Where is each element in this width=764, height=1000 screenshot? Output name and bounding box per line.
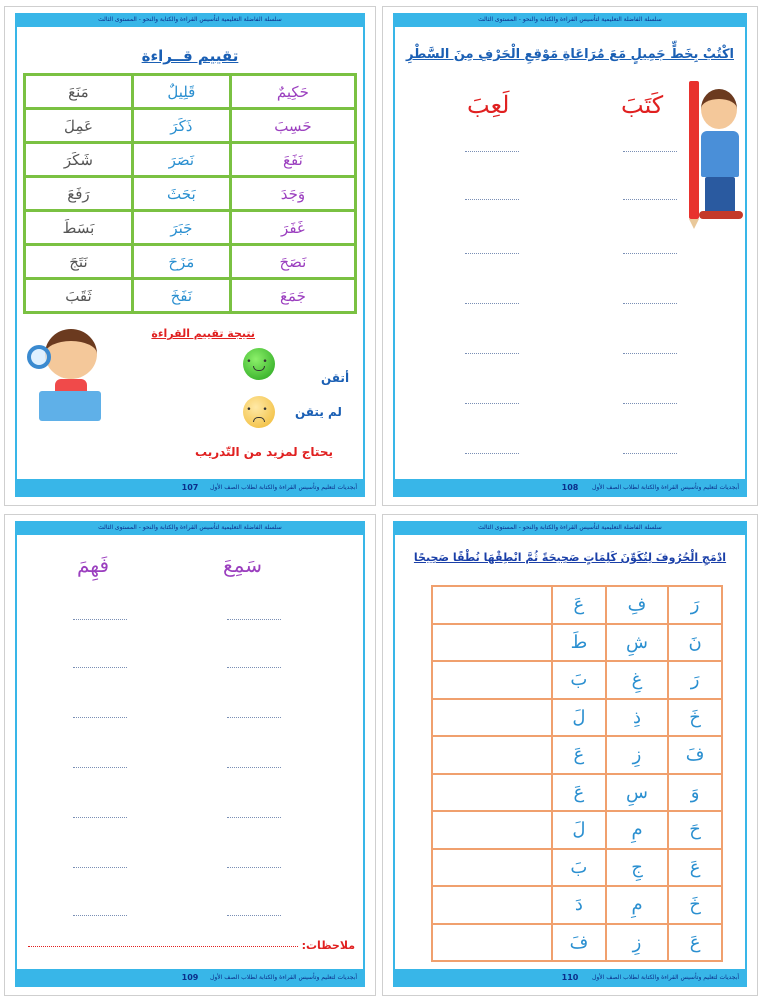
assessment-title: تقييم قــراءة — [141, 47, 239, 65]
table-row — [25, 109, 356, 143]
label-needs-training: يحتاج لمزيد من التّدريب — [195, 445, 333, 459]
answer-cell[interactable] — [432, 886, 552, 924]
letter-cell: شِ — [606, 624, 668, 662]
table-row — [432, 886, 722, 924]
writing-line[interactable] — [465, 253, 519, 254]
table-row — [25, 211, 356, 245]
word-cell: مَزَحَ — [132, 245, 230, 279]
word-cell: رَفَعَ — [25, 177, 133, 211]
writing-line[interactable] — [623, 253, 677, 254]
letter-cell: رَ — [668, 661, 722, 699]
letter-cell: مِ — [606, 811, 668, 849]
page-number: 109 — [181, 973, 199, 982]
writing-line[interactable] — [73, 767, 127, 768]
writing-line[interactable] — [227, 667, 281, 668]
exercise-title: ادْمَجِ الْحُرُوفَ لِتُكَوِّنَ كَلِمَاتٍ صَحِيحَةً ثُمَّ انْطِقْهَا نُطْقًا صَحِيحًا — [413, 551, 727, 564]
word-cell: نَصَحَ — [230, 245, 355, 279]
exercise-title: اكْتُبْ بِخَطٍّ جَمِيلٍ مَعَ مُرَاعَاةِ مَوْقِعِ الْحَرْفِ مِنَ السَّطْرِ — [406, 47, 734, 62]
notes-label: ملاحظات: — [301, 939, 355, 952]
answer-cell[interactable] — [432, 924, 552, 962]
writing-line[interactable] — [623, 353, 677, 354]
writing-line[interactable] — [465, 353, 519, 354]
footer-credit: أبجديات لتعليم وتأسيس القراءة والكتابة لطلاب الصف الأول — [210, 484, 357, 491]
word-cell: قَلِيلٌ — [132, 75, 230, 109]
writing-line[interactable] — [73, 717, 127, 718]
page-number: 108 — [561, 483, 579, 492]
word-cell: ثَقَبَ — [25, 279, 133, 313]
pencil-illustration — [689, 81, 699, 219]
letter-cell: لَ — [552, 811, 606, 849]
word-cell: وَجَدَ — [230, 177, 355, 211]
letter-cell: فَ — [552, 924, 606, 962]
table-row — [25, 143, 356, 177]
table-row — [432, 849, 722, 887]
word-cell: حَسِبَ — [230, 109, 355, 143]
word-cell: بَسَطَ — [25, 211, 133, 245]
letter-cell: عَ — [552, 736, 606, 774]
page-header: سلسلة الفاضلة التعليمية لتأسيس القراءة والكتابة والنحو - المستوى الثالث — [393, 521, 747, 535]
model-word-left: لَعِبَ — [467, 91, 510, 119]
label-mastered: أتقن — [321, 371, 350, 385]
page-109 — [4, 514, 376, 996]
page-header: سلسلة الفاضلة التعليمية لتأسيس القراءة والكتابة والنحو - المستوى الثالث — [393, 13, 747, 27]
word-cell: بَحَثَ — [132, 177, 230, 211]
writing-line[interactable] — [227, 867, 281, 868]
boy-illustration-body — [701, 131, 739, 177]
word-cell: نَفَعَ — [230, 143, 355, 177]
letter-cell: فِ — [606, 586, 668, 624]
table-row — [25, 75, 356, 109]
writing-line[interactable] — [623, 453, 677, 454]
letter-cell: بَ — [552, 849, 606, 887]
table-row — [432, 736, 722, 774]
letter-cell: وَ — [668, 774, 722, 812]
label-not-mastered: لم يتقن — [295, 405, 342, 419]
letter-cell: خَ — [668, 886, 722, 924]
writing-line[interactable] — [465, 303, 519, 304]
writing-line[interactable] — [73, 619, 127, 620]
page-footer — [15, 969, 365, 987]
model-word-right: كَتَبَ — [621, 91, 664, 119]
letter-cell: دَ — [552, 886, 606, 924]
writing-line[interactable] — [227, 767, 281, 768]
word-cell: نَتَجَ — [25, 245, 133, 279]
notes-line[interactable] — [28, 946, 298, 947]
footer-credit: أبجديات لتعليم وتأسيس القراءة والكتابة لطلاب الصف الأول — [210, 974, 357, 981]
table-row — [25, 177, 356, 211]
notes-section — [25, 939, 355, 952]
word-cell: عَمِلَ — [25, 109, 133, 143]
model-word-left: فَهِمَ — [77, 553, 110, 577]
writing-line[interactable] — [227, 915, 281, 916]
answer-cell[interactable] — [432, 774, 552, 812]
table-row — [432, 586, 722, 624]
table-row — [432, 811, 722, 849]
footer-credit: أبجديات لتعليم وتأسيس القراءة والكتابة لطلاب الصف الأول — [592, 484, 739, 491]
word-cell: جَبَرَ — [132, 211, 230, 245]
magnifying-glass-icon — [27, 345, 51, 369]
letter-cell: زِ — [606, 736, 668, 774]
word-cell: غَفَرَ — [230, 211, 355, 245]
table-row — [432, 661, 722, 699]
page-108 — [382, 6, 758, 506]
writing-line[interactable] — [465, 199, 519, 200]
writing-line[interactable] — [465, 151, 519, 152]
letter-cell: غِ — [606, 661, 668, 699]
happy-face-icon[interactable]: • • — [243, 348, 275, 380]
answer-cell[interactable] — [432, 811, 552, 849]
word-cell: مَنَعَ — [25, 75, 133, 109]
boy-illustration-head — [701, 89, 737, 129]
table-row — [432, 924, 722, 962]
letter-cell: مِ — [606, 886, 668, 924]
letter-cell: عَ — [552, 774, 606, 812]
child-reading-illustration-head — [45, 329, 97, 379]
writing-line[interactable] — [73, 667, 127, 668]
word-cell: شَكَرَ — [25, 143, 133, 177]
page-footer — [393, 969, 747, 987]
answer-cell[interactable] — [432, 736, 552, 774]
table-row — [432, 774, 722, 812]
boy-illustration-legs — [705, 177, 735, 213]
answer-cell[interactable] — [432, 624, 552, 662]
answer-cell[interactable] — [432, 661, 552, 699]
result-title: نتيجة تقييم القراءة — [151, 327, 255, 340]
writing-line[interactable] — [227, 619, 281, 620]
book-icon — [39, 391, 101, 421]
footer-credit: أبجديات لتعليم وتأسيس القراءة والكتابة لطلاب الصف الأول — [592, 974, 739, 981]
letter-merge-table — [431, 585, 723, 962]
answer-cell[interactable] — [432, 849, 552, 887]
word-cell: جَمَعَ — [230, 279, 355, 313]
letter-cell: فَ — [668, 736, 722, 774]
letter-cell: نَ — [668, 624, 722, 662]
answer-cell[interactable] — [432, 699, 552, 737]
sad-face-icon[interactable]: • • — [243, 396, 275, 428]
letter-cell: زِ — [606, 924, 668, 962]
letter-cell: سِ — [606, 774, 668, 812]
writing-line[interactable] — [73, 915, 127, 916]
word-cell: نَصَرَ — [132, 143, 230, 177]
letter-cell: طَ — [552, 624, 606, 662]
page-frame — [15, 533, 365, 985]
page-header: سلسلة الفاضلة التعليمية لتأسيس القراءة والكتابة والنحو - المستوى الثالث — [15, 13, 365, 27]
letter-cell: خَ — [668, 699, 722, 737]
letter-cell: جِ — [606, 849, 668, 887]
page-110 — [382, 514, 758, 996]
writing-line[interactable] — [623, 199, 677, 200]
letter-cell: بَ — [552, 661, 606, 699]
boy-illustration-shoes — [699, 211, 743, 219]
page-header: سلسلة الفاضلة التعليمية لتأسيس القراءة والكتابة والنحو - المستوى الثالث — [15, 521, 365, 535]
writing-line[interactable] — [623, 151, 677, 152]
letter-cell: لَ — [552, 699, 606, 737]
table-row — [25, 279, 356, 313]
letter-cell: عَ — [668, 924, 722, 962]
writing-line[interactable] — [73, 817, 127, 818]
letter-cell: حَ — [668, 811, 722, 849]
writing-line[interactable] — [227, 817, 281, 818]
table-row — [25, 245, 356, 279]
letter-cell: ذِ — [606, 699, 668, 737]
word-cell: نَفَخَ — [132, 279, 230, 313]
writing-line[interactable] — [465, 453, 519, 454]
word-cell: حَكِيمٌ — [230, 75, 355, 109]
table-row — [432, 699, 722, 737]
page-107 — [4, 6, 376, 506]
writing-line[interactable] — [623, 303, 677, 304]
model-word-right: سَمِعَ — [223, 553, 262, 577]
letter-cell: عَ — [668, 849, 722, 887]
reading-assessment-table — [23, 73, 357, 314]
writing-line[interactable] — [227, 717, 281, 718]
letter-cell: رَ — [668, 586, 722, 624]
word-cell: ذَكَرَ — [132, 109, 230, 143]
page-footer — [15, 479, 365, 497]
page-footer — [393, 479, 747, 497]
writing-line[interactable] — [465, 403, 519, 404]
letter-cell: عَ — [552, 586, 606, 624]
page-number: 110 — [561, 973, 579, 982]
table-row — [432, 624, 722, 662]
writing-line[interactable] — [623, 403, 677, 404]
answer-cell[interactable] — [432, 586, 552, 624]
page-number: 107 — [181, 483, 199, 492]
writing-line[interactable] — [73, 867, 127, 868]
